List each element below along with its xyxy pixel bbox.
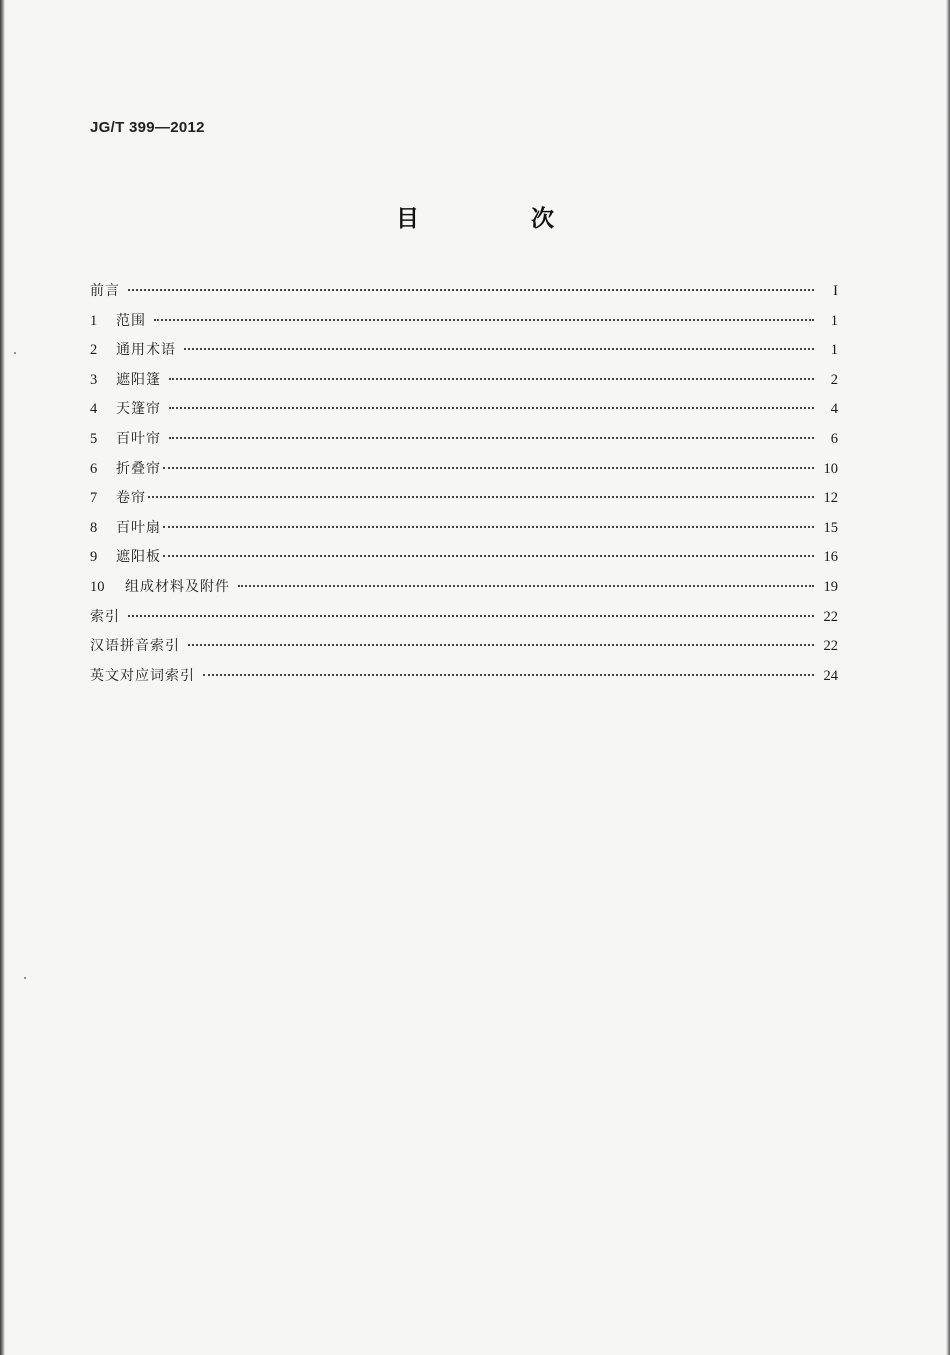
toc-label: 索引 — [90, 608, 120, 625]
toc-leader — [163, 526, 814, 528]
toc-label: 天篷帘 — [116, 401, 161, 418]
toc-entry[interactable] — [90, 339, 838, 369]
toc-entry[interactable] — [90, 428, 838, 458]
toc-label: 汉语拼音索引 — [90, 638, 180, 655]
toc-number: 7 — [90, 490, 98, 507]
toc-leader — [163, 467, 814, 469]
toc-page: 19 — [823, 578, 838, 595]
toc-entry[interactable] — [90, 458, 838, 488]
toc-entry[interactable] — [90, 487, 838, 517]
scan-speck — [14, 352, 16, 354]
toc-page: 10 — [823, 460, 838, 477]
toc-leader — [148, 496, 814, 498]
toc-label: 范围 — [116, 312, 146, 329]
toc-number: 1 — [90, 312, 98, 329]
toc-entry[interactable] — [90, 546, 838, 576]
toc-leader — [169, 378, 814, 380]
toc-entry[interactable] — [90, 398, 838, 428]
toc-page: 22 — [823, 608, 838, 625]
toc-label: 卷帘 — [116, 490, 146, 507]
toc-leader — [188, 644, 814, 646]
toc-label: 百叶扇 — [116, 519, 161, 536]
toc-entry[interactable] — [90, 310, 838, 340]
toc-leader — [169, 437, 814, 439]
toc-leader — [184, 348, 814, 350]
toc-number: 9 — [90, 549, 98, 566]
toc-page: 1 — [830, 312, 838, 329]
toc-label: 前言 — [90, 283, 120, 299]
toc-leader — [128, 289, 814, 291]
toc-page: 16 — [823, 549, 838, 566]
toc-entry[interactable] — [90, 606, 838, 636]
toc-label: 英文对应词索引 — [90, 667, 195, 684]
scan-speck — [24, 977, 26, 979]
toc-entry[interactable] — [90, 517, 838, 547]
toc-leader — [163, 555, 814, 557]
toc-label: 遮阳篷 — [116, 371, 161, 388]
toc-page: I — [833, 283, 838, 299]
toc-label: 组成材料及附件 — [125, 578, 230, 595]
toc-page: 6 — [830, 430, 838, 447]
toc-number: 4 — [90, 401, 98, 418]
toc-entry[interactable] — [90, 665, 838, 695]
standard-code: JG/T 399—2012 — [90, 119, 205, 136]
toc-label: 百叶帘 — [116, 430, 161, 447]
page-title: 目 次 — [395, 206, 606, 232]
toc-page: 1 — [830, 342, 838, 359]
toc-number: 6 — [90, 460, 98, 477]
toc-label: 折叠帘 — [116, 460, 161, 477]
toc-page: 15 — [823, 519, 838, 536]
toc-label: 遮阳板 — [116, 549, 161, 566]
toc-number: 10 — [90, 578, 105, 595]
toc-page: 24 — [823, 667, 838, 684]
toc-number: 2 — [90, 342, 98, 359]
toc-page: 2 — [830, 371, 838, 388]
toc-entry[interactable] — [90, 576, 838, 606]
toc-label: 通用术语 — [116, 342, 176, 359]
table-of-contents — [90, 280, 838, 694]
toc-entry[interactable] — [90, 635, 838, 665]
toc-number: 5 — [90, 430, 98, 447]
toc-leader — [154, 319, 814, 321]
toc-entry[interactable] — [90, 280, 838, 310]
toc-leader — [238, 585, 814, 587]
toc-leader — [128, 615, 814, 617]
toc-leader — [203, 674, 814, 676]
toc-number: 3 — [90, 371, 98, 388]
toc-leader — [169, 407, 814, 409]
toc-entry[interactable] — [90, 369, 838, 399]
toc-number: 8 — [90, 519, 98, 536]
toc-page: 4 — [830, 401, 838, 418]
toc-page: 12 — [823, 490, 838, 507]
toc-page: 22 — [823, 638, 838, 655]
